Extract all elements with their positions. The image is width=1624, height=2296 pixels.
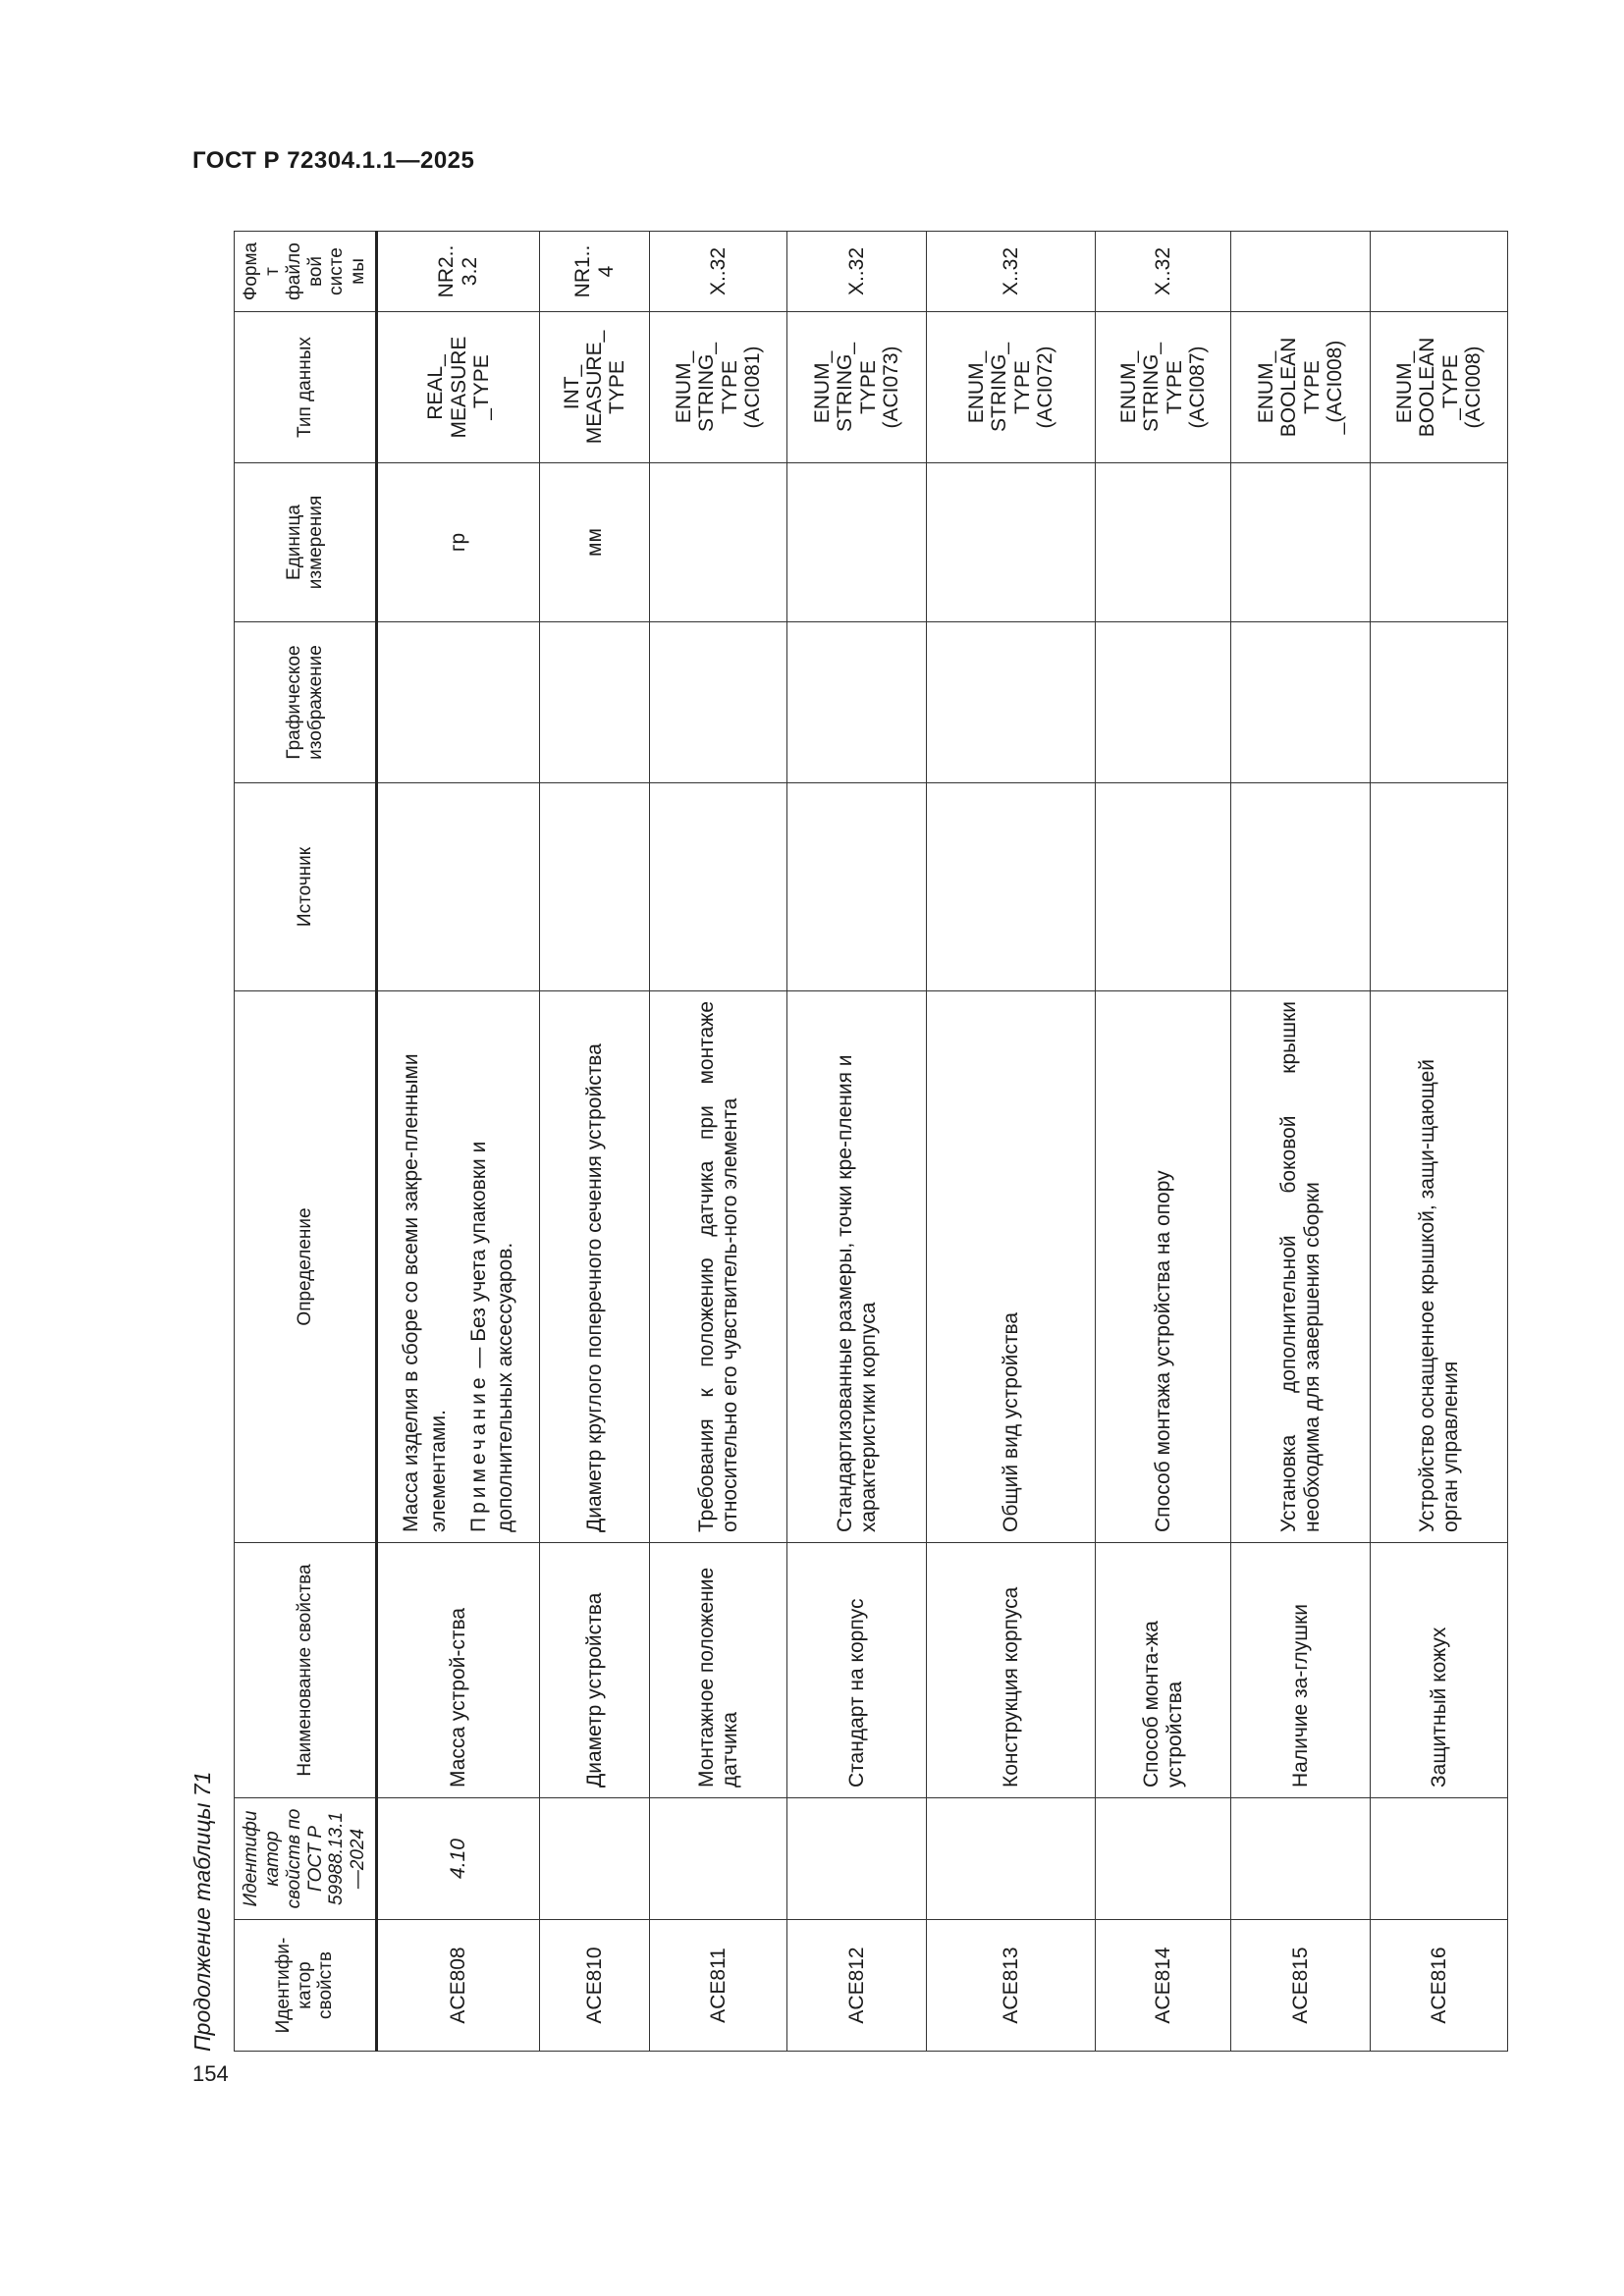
cell-definition	[377, 991, 540, 1543]
table-row	[1096, 232, 1231, 2052]
cell-gost-id	[1096, 1798, 1231, 1920]
note-label: Примечание	[467, 1373, 491, 1532]
cell-format: NR1..4	[540, 232, 650, 312]
cell-name: Монтажное положение датчика	[650, 1543, 787, 1798]
cell-datatype: ENUM_ BOOLEAN _TYPE (ACI008)	[1371, 312, 1508, 463]
cell-source	[927, 783, 1096, 991]
definition-text: Масса изделия в сборе со всеми закре-пленными элементами.	[400, 1053, 450, 1532]
cell-format: X..32	[650, 232, 787, 312]
cell-unit	[1371, 463, 1508, 622]
cell-gost-id	[1231, 1798, 1371, 1920]
col-header-datatype: Тип данных	[235, 312, 377, 463]
cell-datatype: ENUM_ STRING_ TYPE (ACI087)	[1096, 312, 1231, 463]
cell-graphic	[1231, 622, 1371, 783]
cell-name: Стандарт на корпус	[787, 1543, 927, 1798]
cell-unit	[927, 463, 1096, 622]
page-number: 154	[192, 2061, 229, 2086]
cell-unit	[1096, 463, 1231, 622]
document-title: ГОСТ Р 72304.1.1—2025	[192, 147, 475, 174]
table-row	[787, 232, 927, 2052]
cell-id: ACE808	[377, 1920, 540, 2052]
table-row	[927, 232, 1096, 2052]
rotated-table-area	[173, 232, 1485, 2052]
cell-source	[1371, 783, 1508, 991]
cell-graphic	[787, 622, 927, 783]
cell-id: ACE816	[1371, 1920, 1508, 2052]
cell-name: Наличие за-глушки	[1231, 1543, 1371, 1798]
cell-name: Конструкция корпуса	[927, 1543, 1096, 1798]
cell-id: ACE811	[650, 1920, 787, 2052]
cell-name: Диаметр устройства	[540, 1543, 650, 1798]
cell-datatype: ENUM_ STRING_ TYPE (ACI081)	[650, 312, 787, 463]
col-header-source: Источник	[235, 783, 377, 991]
cell-definition: Установка дополнительной боковой крышки необходима для завершения сборки	[1231, 991, 1371, 1543]
col-header-unit: Единица измерения	[235, 463, 377, 622]
cell-definition: Способ монтажа устройства на опору	[1096, 991, 1231, 1543]
cell-format: X..32	[1096, 232, 1231, 312]
cell-format: X..32	[787, 232, 927, 312]
cell-source	[377, 783, 540, 991]
table-row	[377, 232, 540, 2052]
cell-unit	[787, 463, 927, 622]
cell-graphic	[650, 622, 787, 783]
properties-table	[234, 231, 1508, 2052]
cell-graphic	[1371, 622, 1508, 783]
cell-gost-id	[787, 1798, 927, 1920]
cell-name: Способ монта-жа устройства	[1096, 1543, 1231, 1798]
cell-unit	[1231, 463, 1371, 622]
cell-graphic	[1096, 622, 1231, 783]
cell-graphic	[927, 622, 1096, 783]
cell-source	[1096, 783, 1231, 991]
cell-name: Защитный кожух	[1371, 1543, 1508, 1798]
table-caption: Продолжение таблицы 71	[189, 1771, 215, 2052]
cell-id: ACE812	[787, 1920, 927, 2052]
col-header-name: Наименование свойства	[235, 1543, 377, 1798]
cell-gost-id	[927, 1798, 1096, 1920]
table-row	[540, 232, 650, 2052]
cell-format: X..32	[927, 232, 1096, 312]
cell-id: ACE815	[1231, 1920, 1371, 2052]
cell-id: ACE813	[927, 1920, 1096, 2052]
cell-definition: Стандартизованные размеры, точки кре-пления и характеристики корпуса	[787, 991, 927, 1543]
cell-source	[1231, 783, 1371, 991]
cell-gost-id: 4.10	[377, 1798, 540, 1920]
col-header-id: Идентифи-катор свойств	[235, 1920, 377, 2052]
cell-gost-id	[650, 1798, 787, 1920]
cell-definition: Устройство оснащенное крышкой, защи-щающей орган управления	[1371, 991, 1508, 1543]
cell-datatype: ENUM_ STRING_ TYPE (ACI072)	[927, 312, 1096, 463]
cell-format	[1371, 232, 1508, 312]
cell-source	[540, 783, 650, 991]
cell-unit: мм	[540, 463, 650, 622]
definition-note	[465, 1001, 519, 1532]
table-row	[650, 232, 787, 2052]
cell-format	[1231, 232, 1371, 312]
col-header-gost-id: Идентификатор свойств по ГОСТ Р 59988.13.1—2024	[235, 1798, 377, 1920]
cell-datatype: REAL_ MEASURE _TYPE	[377, 312, 540, 463]
cell-unit	[650, 463, 787, 622]
cell-gost-id	[540, 1798, 650, 1920]
cell-gost-id	[1371, 1798, 1508, 1920]
cell-format: NR2..3.2	[377, 232, 540, 312]
cell-unit: гр	[377, 463, 540, 622]
cell-source	[787, 783, 927, 991]
cell-id: ACE810	[540, 1920, 650, 2052]
header-row	[235, 232, 377, 2052]
cell-source	[650, 783, 787, 991]
table-row	[1371, 232, 1508, 2052]
col-header-graphic: Графическое изображение	[235, 622, 377, 783]
note-text: — Без учета упаковки и дополнительных аксессуаров.	[467, 1141, 517, 1532]
cell-definition: Требования к положению датчика при монтаже относительно его чувствитель-ного элемента	[650, 991, 787, 1543]
cell-datatype: ENUM_ STRING_ TYPE (ACI073)	[787, 312, 927, 463]
cell-graphic	[377, 622, 540, 783]
col-header-definition: Определение	[235, 991, 377, 1543]
cell-definition: Диаметр круглого поперечного сечения устройства	[540, 991, 650, 1543]
cell-name: Масса устрой-ства	[377, 1543, 540, 1798]
cell-datatype: INT_ MEASURE_ TYPE	[540, 312, 650, 463]
col-header-format: Формат файловой системы	[235, 232, 377, 312]
cell-datatype: ENUM_ BOOLEAN TYPE _(ACI008)	[1231, 312, 1371, 463]
cell-graphic	[540, 622, 650, 783]
table-row	[1231, 232, 1371, 2052]
cell-definition: Общий вид устройства	[927, 991, 1096, 1543]
cell-id: ACE814	[1096, 1920, 1231, 2052]
